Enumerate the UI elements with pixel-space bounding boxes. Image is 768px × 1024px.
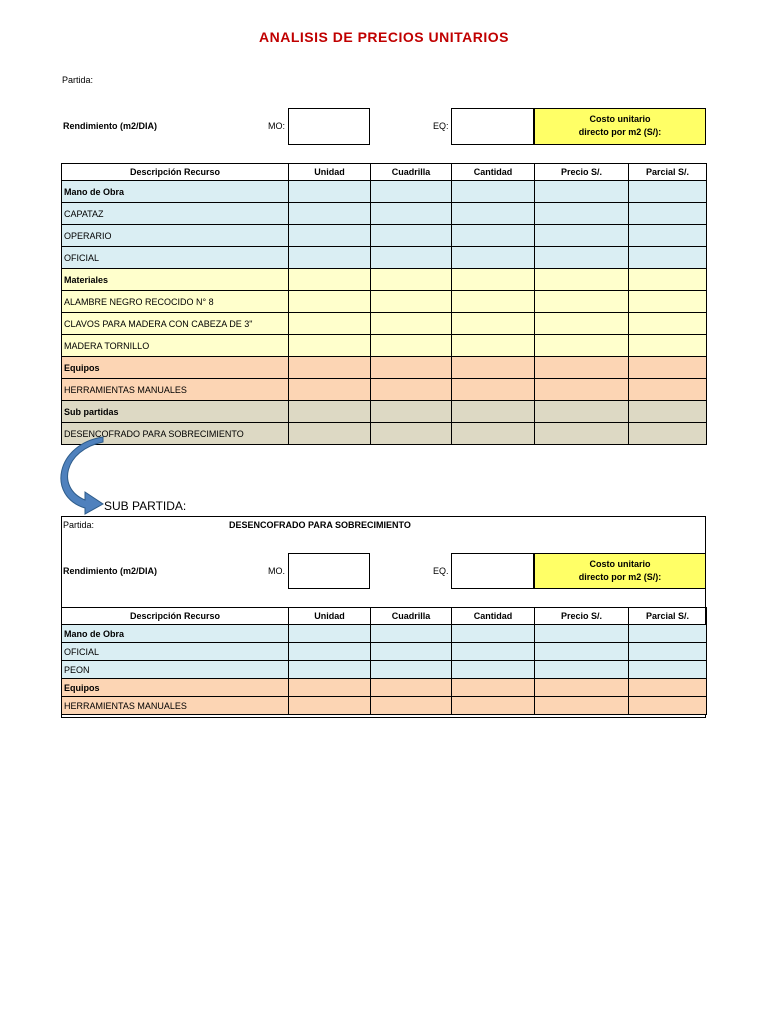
sub-table-value-cell[interactable] bbox=[452, 661, 535, 679]
sub-table-value-cell[interactable] bbox=[371, 625, 452, 643]
sub-table-row bbox=[62, 625, 707, 643]
sub-col-precio: Precio S/. bbox=[535, 608, 629, 625]
sub-table-value-cell[interactable] bbox=[452, 697, 535, 715]
table-value-cell[interactable] bbox=[371, 313, 452, 335]
costo-line1: Costo unitario bbox=[589, 114, 651, 124]
table-value-cell[interactable] bbox=[535, 203, 629, 225]
sub-costo-unitario-box bbox=[534, 553, 706, 589]
table-value-cell[interactable] bbox=[289, 313, 371, 335]
table-value-cell[interactable] bbox=[629, 269, 707, 291]
sub-table-value-cell[interactable] bbox=[371, 661, 452, 679]
sub-table-value-cell[interactable] bbox=[629, 661, 707, 679]
table-row bbox=[62, 203, 707, 225]
sub-costo-line2: directo por m2 (S/): bbox=[578, 572, 662, 582]
table-value-cell[interactable] bbox=[629, 379, 707, 401]
table-value-cell[interactable] bbox=[629, 203, 707, 225]
sub-table-value-cell[interactable] bbox=[289, 679, 371, 697]
table-value-cell[interactable] bbox=[371, 335, 452, 357]
table-value-cell[interactable] bbox=[535, 379, 629, 401]
sub-table-group-label: Equipos bbox=[62, 679, 289, 697]
sub-table-value-cell[interactable] bbox=[289, 643, 371, 661]
table-group-label: Mano de Obra bbox=[62, 181, 289, 203]
table-value-cell[interactable] bbox=[452, 203, 535, 225]
sub-table-value-cell[interactable] bbox=[371, 679, 452, 697]
sub-table-value-cell[interactable] bbox=[629, 625, 707, 643]
table-value-cell[interactable] bbox=[371, 379, 452, 401]
table-value-cell[interactable] bbox=[289, 335, 371, 357]
table-resource-cell: OFICIAL bbox=[62, 247, 289, 269]
table-header-row bbox=[62, 164, 707, 181]
table-value-cell[interactable] bbox=[629, 313, 707, 335]
table-value-cell[interactable] bbox=[629, 225, 707, 247]
table-value-cell[interactable] bbox=[371, 357, 452, 379]
table-value-cell[interactable] bbox=[289, 423, 371, 445]
table-value-cell[interactable] bbox=[629, 357, 707, 379]
main-resource-table bbox=[61, 163, 707, 445]
table-value-cell[interactable] bbox=[629, 247, 707, 269]
sub-col-cuadrilla: Cuadrilla bbox=[371, 608, 452, 625]
page-title: ANALISIS DE PRECIOS UNITARIOS bbox=[259, 29, 509, 45]
table-resource-cell: ALAMBRE NEGRO RECOCIDO N° 8 bbox=[62, 291, 289, 313]
mo-label: MO: bbox=[268, 121, 285, 131]
table-value-cell[interactable] bbox=[629, 291, 707, 313]
sub-eq-input-box[interactable] bbox=[451, 553, 534, 589]
table-group-label: Equipos bbox=[62, 357, 289, 379]
col-cantidad: Cantidad bbox=[452, 164, 535, 181]
table-value-cell[interactable] bbox=[289, 203, 371, 225]
table-value-cell[interactable] bbox=[535, 181, 629, 203]
mo-input-box[interactable] bbox=[288, 108, 370, 145]
table-value-cell[interactable] bbox=[371, 401, 452, 423]
col-cuadrilla: Cuadrilla bbox=[371, 164, 452, 181]
table-resource-cell: CLAVOS PARA MADERA CON CABEZA DE 3" bbox=[62, 313, 289, 335]
table-value-cell[interactable] bbox=[452, 335, 535, 357]
sub-table-value-cell[interactable] bbox=[452, 625, 535, 643]
sub-table-value-cell[interactable] bbox=[629, 697, 707, 715]
sub-table-row bbox=[62, 679, 707, 697]
sub-table-value-cell[interactable] bbox=[289, 697, 371, 715]
eq-label: EQ: bbox=[433, 121, 449, 131]
sub-table-value-cell[interactable] bbox=[535, 625, 629, 643]
table-value-cell[interactable] bbox=[629, 335, 707, 357]
table-value-cell[interactable] bbox=[535, 335, 629, 357]
sub-table-row bbox=[62, 643, 707, 661]
table-group-label: Sub partidas bbox=[62, 401, 289, 423]
costo-unitario-box bbox=[534, 108, 706, 145]
table-value-cell[interactable] bbox=[452, 423, 535, 445]
table-value-cell[interactable] bbox=[371, 225, 452, 247]
col-unidad: Unidad bbox=[289, 164, 371, 181]
table-value-cell[interactable] bbox=[452, 357, 535, 379]
table-value-cell[interactable] bbox=[289, 181, 371, 203]
sub-eq-label: EQ. bbox=[433, 566, 449, 576]
sub-table-row bbox=[62, 661, 707, 679]
sub-table-value-cell[interactable] bbox=[371, 697, 452, 715]
table-value-cell[interactable] bbox=[535, 423, 629, 445]
table-value-cell[interactable] bbox=[535, 269, 629, 291]
sub-table-resource-cell: OFICIAL bbox=[62, 643, 289, 661]
table-row bbox=[62, 335, 707, 357]
sub-table-value-cell[interactable] bbox=[289, 625, 371, 643]
table-value-cell[interactable] bbox=[289, 247, 371, 269]
sub-table-value-cell[interactable] bbox=[452, 679, 535, 697]
table-value-cell[interactable] bbox=[371, 203, 452, 225]
table-resource-cell: OPERARIO bbox=[62, 225, 289, 247]
sub-table-value-cell[interactable] bbox=[629, 679, 707, 697]
table-resource-cell: MADERA TORNILLO bbox=[62, 335, 289, 357]
table-value-cell[interactable] bbox=[535, 401, 629, 423]
table-value-cell[interactable] bbox=[452, 225, 535, 247]
sub-table-value-cell[interactable] bbox=[452, 643, 535, 661]
col-descripcion: Descripción Recurso bbox=[62, 164, 289, 181]
sub-rendimiento-label: Rendimiento (m2/DIA) bbox=[63, 566, 158, 576]
sub-table-header-row bbox=[62, 608, 707, 625]
sub-col-cantidad: Cantidad bbox=[452, 608, 535, 625]
table-value-cell[interactable] bbox=[452, 269, 535, 291]
rendimiento-label: Rendimiento (m2/DIA) bbox=[63, 121, 158, 131]
table-value-cell[interactable] bbox=[289, 225, 371, 247]
table-value-cell[interactable] bbox=[535, 225, 629, 247]
table-value-cell[interactable] bbox=[289, 401, 371, 423]
sub-table-value-cell[interactable] bbox=[535, 697, 629, 715]
sub-mo-label: MO. bbox=[268, 566, 285, 576]
sub-table-value-cell[interactable] bbox=[371, 643, 452, 661]
sub-partida-name: DESENCOFRADO PARA SOBRECIMIENTO bbox=[229, 520, 411, 530]
sub-table-value-cell[interactable] bbox=[289, 661, 371, 679]
sub-partida-heading: SUB PARTIDA: bbox=[104, 499, 187, 513]
table-value-cell[interactable] bbox=[452, 291, 535, 313]
costo-line2: directo por m2 (S/): bbox=[578, 127, 662, 137]
sub-col-descripcion: Descripción Recurso bbox=[62, 608, 289, 625]
table-row bbox=[62, 225, 707, 247]
sub-mo-input-box[interactable] bbox=[288, 553, 370, 589]
table-value-cell[interactable] bbox=[452, 247, 535, 269]
sub-table-value-cell[interactable] bbox=[535, 661, 629, 679]
table-value-cell[interactable] bbox=[535, 313, 629, 335]
sub-table-group-label: Mano de Obra bbox=[62, 625, 289, 643]
table-value-cell[interactable] bbox=[535, 357, 629, 379]
table-row bbox=[62, 357, 707, 379]
table-value-cell[interactable] bbox=[371, 181, 452, 203]
table-value-cell[interactable] bbox=[371, 423, 452, 445]
sub-table-resource-cell: PEON bbox=[62, 661, 289, 679]
sub-resource-table bbox=[61, 607, 707, 715]
sub-col-parcial: Parcial S/. bbox=[629, 608, 707, 625]
table-value-cell[interactable] bbox=[289, 269, 371, 291]
table-value-cell[interactable] bbox=[289, 357, 371, 379]
table-row bbox=[62, 423, 707, 445]
sub-table-row bbox=[62, 697, 707, 715]
table-row bbox=[62, 379, 707, 401]
col-parcial: Parcial S/. bbox=[629, 164, 707, 181]
table-value-cell[interactable] bbox=[629, 181, 707, 203]
table-resource-cell: DESENCOFRADO PARA SOBRECIMIENTO bbox=[62, 423, 289, 445]
sub-partida-label: Partida: bbox=[63, 520, 95, 530]
table-value-cell[interactable] bbox=[452, 379, 535, 401]
table-row bbox=[62, 269, 707, 291]
sub-costo-line1: Costo unitario bbox=[589, 559, 651, 569]
table-value-cell[interactable] bbox=[371, 269, 452, 291]
eq-input-box[interactable] bbox=[451, 108, 534, 145]
table-row bbox=[62, 313, 707, 335]
curved-arrow-icon bbox=[58, 436, 108, 516]
sub-table-value-cell[interactable] bbox=[535, 679, 629, 697]
table-resource-cell: CAPATAZ bbox=[62, 203, 289, 225]
col-precio: Precio S/. bbox=[535, 164, 629, 181]
sub-table-value-cell[interactable] bbox=[535, 643, 629, 661]
table-group-label: Materiales bbox=[62, 269, 289, 291]
table-value-cell[interactable] bbox=[452, 401, 535, 423]
table-value-cell[interactable] bbox=[289, 379, 371, 401]
table-value-cell[interactable] bbox=[535, 247, 629, 269]
sub-table-resource-cell: HERRAMIENTAS MANUALES bbox=[62, 697, 289, 715]
partida-label: Partida: bbox=[62, 75, 94, 85]
table-value-cell[interactable] bbox=[629, 423, 707, 445]
table-row bbox=[62, 181, 707, 203]
table-value-cell[interactable] bbox=[452, 181, 535, 203]
table-value-cell[interactable] bbox=[371, 247, 452, 269]
sub-table-value-cell[interactable] bbox=[629, 643, 707, 661]
table-value-cell[interactable] bbox=[535, 291, 629, 313]
table-row bbox=[62, 247, 707, 269]
table-value-cell[interactable] bbox=[629, 401, 707, 423]
table-value-cell[interactable] bbox=[452, 313, 535, 335]
table-row bbox=[62, 291, 707, 313]
table-row bbox=[62, 401, 707, 423]
table-resource-cell: HERRAMIENTAS MANUALES bbox=[62, 379, 289, 401]
sub-col-unidad: Unidad bbox=[289, 608, 371, 625]
table-value-cell[interactable] bbox=[371, 291, 452, 313]
table-value-cell[interactable] bbox=[289, 291, 371, 313]
